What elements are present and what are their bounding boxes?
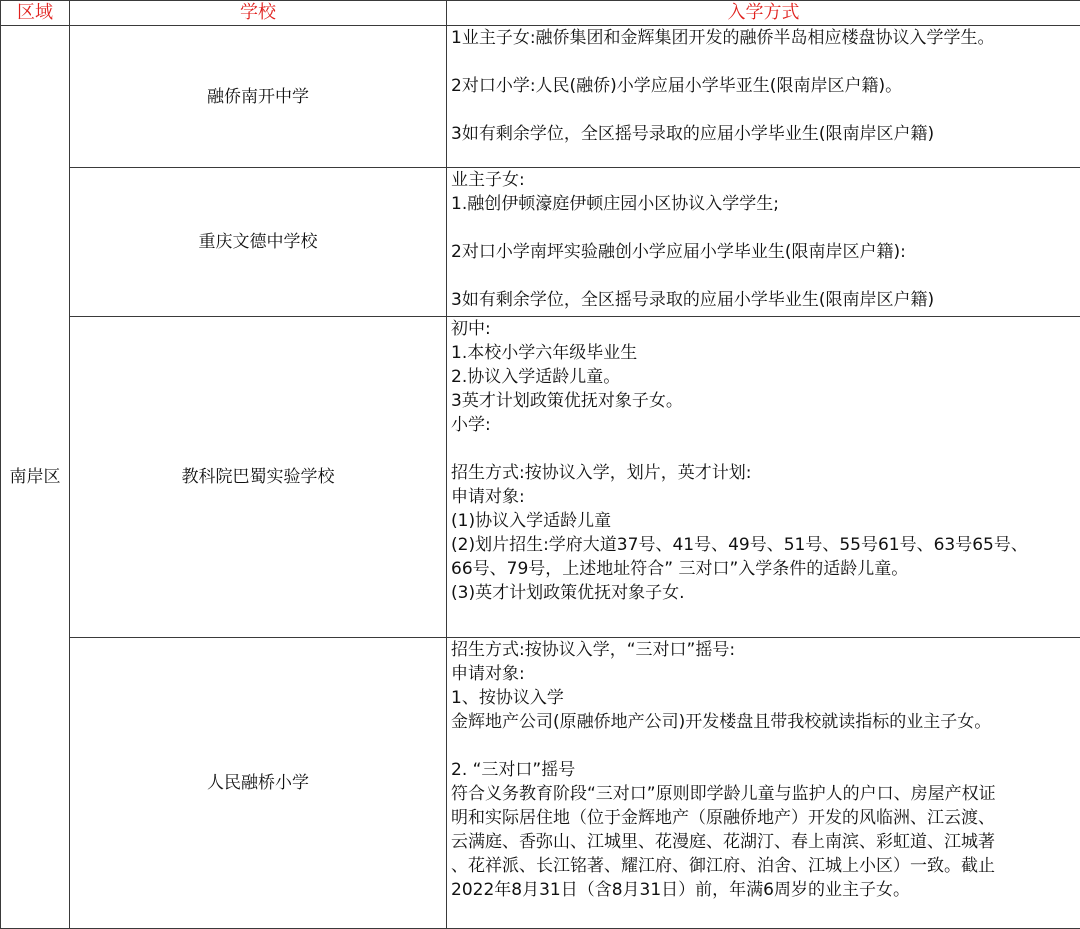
entry-line [451,98,1080,122]
entry-line: 2. “三对口”摇号 [451,758,1080,782]
entry-line: 3英才计划政策优抚对象子女。 [451,389,1080,413]
entry-line: 2022年8月31日（含8月31日）前，年满6周岁的业主子女。 [451,878,1080,902]
entry-line: 金辉地产公司(原融侨地产公司)开发楼盘且带我校就读指标的业主子女。 [451,710,1080,734]
entry-line: 初中: [451,317,1080,341]
entry-line: 申请对象: [451,662,1080,686]
entry-line: 2对口小学:人民(融侨)小学应届小学毕亚生(限南岸区户籍)。 [451,74,1080,98]
entry-line: 66号、79号，上述地址符合” 三对口”入学条件的适龄儿童。 [451,557,1080,581]
entry-line: 业主子女: [451,168,1080,192]
entry-line: 2对口小学南坪实验融创小学应届小学毕业生(限南岸区户籍): [451,240,1080,264]
header-school: 学校 [70,1,447,26]
header-entry-method: 入学方式 [447,1,1080,26]
entry-line: 3如有剩余学位，全区摇号录取的应届小学毕业生(限南岸区户籍) [451,122,1080,146]
table-row [1,26,1080,168]
entry-line [451,50,1080,74]
entry-line: 招生方式:按协议入学，划片，英才计划: [451,461,1080,485]
entry-line: 1.本校小学六年级毕业生 [451,341,1080,365]
entry-method-cell [447,168,1080,317]
entry-line: 1、按协议入学 [451,686,1080,710]
table-row [1,638,1080,929]
entry-line: 招生方式:按协议入学，“三对口”摇号: [451,638,1080,662]
entry-method-cell [447,638,1080,929]
entry-line: (1)协议入学适龄儿童 [451,509,1080,533]
entry-line: 1业主子女:融侨集团和金辉集团开发的融侨半岛相应楼盘协议入学学生。 [451,26,1080,50]
entry-line: 1.融创伊顿濠庭伊顿庄园小区协议入学学生; [451,192,1080,216]
entry-line: (3)英才计划政策优抚对象子女. [451,581,1080,605]
header-row [1,1,1080,26]
entry-line [451,264,1080,288]
table-row [1,168,1080,317]
entry-line: 明和实际居住地（位于金辉地产（原融侨地产）开发的风临洲、江云渡、 [451,806,1080,830]
entry-line [451,734,1080,758]
entry-method-cell [447,26,1080,168]
entry-line: 小学: [451,413,1080,437]
school-cell: 重庆文德中学校 [70,168,447,317]
entry-line: 申请对象: [451,485,1080,509]
table-row [1,317,1080,638]
school-cell: 教科院巴蜀实验学校 [70,317,447,638]
entry-line: 云满庭、香弥山、江城里、花漫庭、花湖汀、春上南滨、彩虹道、江城著 [451,830,1080,854]
entry-line: 2.协议入学适龄儿童。 [451,365,1080,389]
entry-method-cell [447,317,1080,638]
entry-line: 、花祥派、长江铭著、耀江府、御江府、泊舍、江城上小区）一致。截止 [451,854,1080,878]
entry-line [451,437,1080,461]
entry-line: 符合义务教育阶段“三对口”原则即学龄儿童与监护人的户口、房屋产权证 [451,782,1080,806]
school-cell: 融侨南开中学 [70,26,447,168]
region-cell: 南岸区 [1,26,70,929]
entry-line: 3如有剩余学位，全区摇号录取的应届小学毕业生(限南岸区户籍) [451,288,1080,312]
school-cell: 人民融桥小学 [70,638,447,929]
header-region: 区域 [1,1,70,26]
entry-line: (2)划片招生:学府大道37号、41号、49号、51号、55号61号、63号65号、 [451,533,1080,557]
entry-line [451,216,1080,240]
